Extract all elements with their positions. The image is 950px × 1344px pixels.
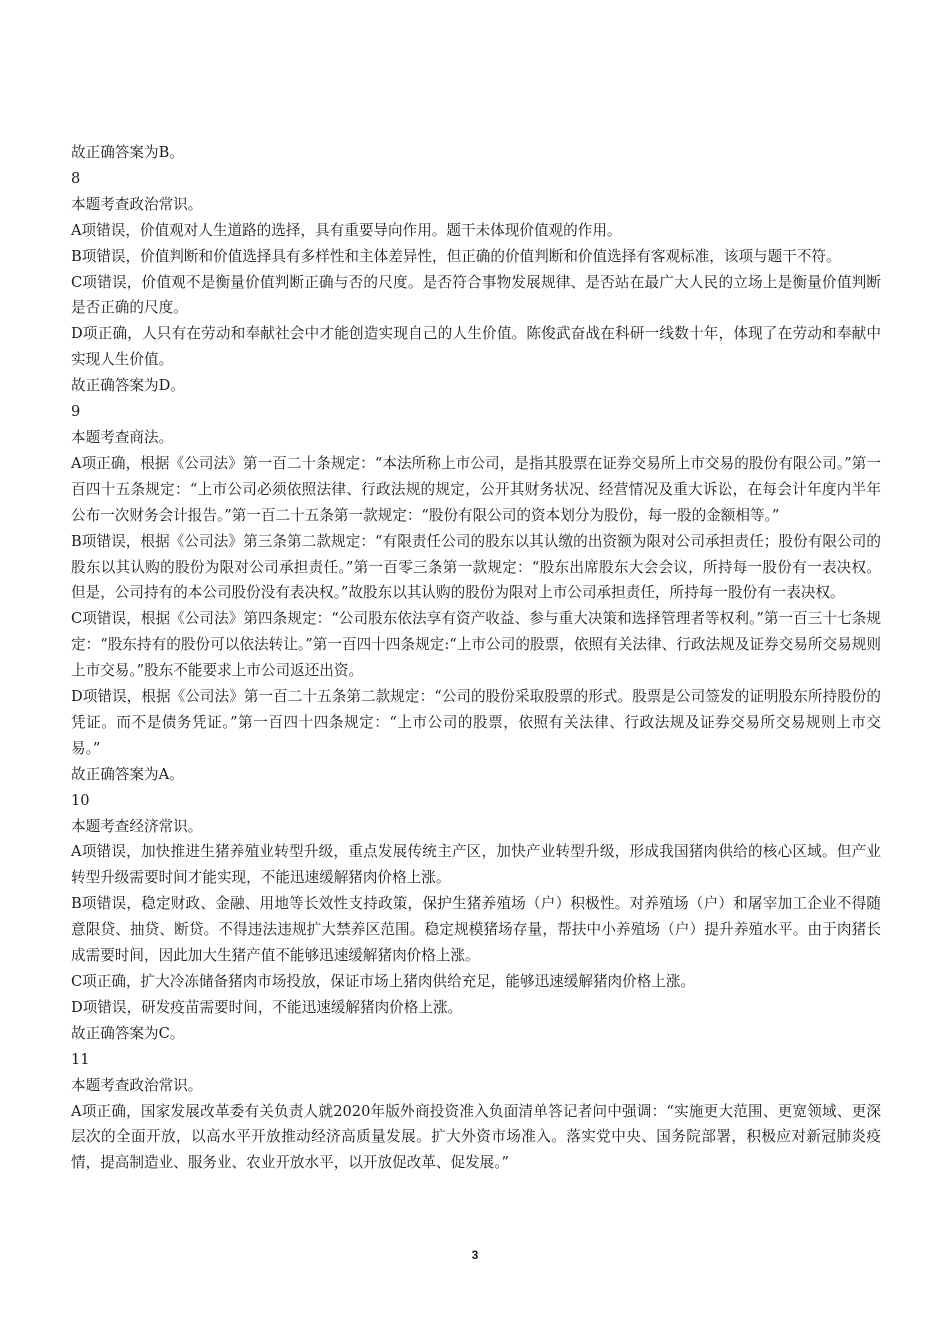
question-number: 9 (71, 403, 81, 421)
paragraph: B项错误，稳定财政、金融、用地等长效性支持政策，保护生猪养殖场（户）积极性。对养殖场（户）和屠宰加工企业不得随意限贷、抽贷、断贷。不得违法违规扩大禁养区范围。稳定规模猪场存量，帮扶中小养殖场（户）提升养殖水平。由于肉猪长成需要时间，因此加大生猪产值不能够迅速缓解猪肉价格上涨。 (71, 895, 881, 965)
paragraph: 本题考查政治常识。 (71, 1076, 203, 1094)
paragraph: D项正确，人只有在劳动和奉献社会中才能创造实现自己的人生价值。陈俊武奋战在科研一线数十年，体现了在劳动和奉献中实现人生价值。 (71, 325, 881, 369)
document-body (71, 140, 881, 1176)
paragraph: 故正确答案为A。 (71, 765, 184, 783)
page-number: 3 (471, 1248, 479, 1262)
paragraph: 本题考查政治常识。 (71, 195, 203, 213)
paragraph: C项正确，扩大冷冻储备猪肉市场投放，保证市场上猪肉供给充足，能够迅速缓解猪肉价格上涨。 (71, 973, 696, 990)
paragraph: 本题考查经济常识。 (71, 817, 203, 835)
paragraph: A项正确，国家发展改革委有关负责人就2020年版外商投资准入负面清单答记者问中强调：“实施更大范围、更宽领域、更深层次的全面开放，以高水平开放推动经济高质量发展。扩大外资市场准入。落实党中央、国务院部署，积极应对新冠肺炎疫情，提高制造业、服务业、农业开放水平，以开放促改革、促发展。” (71, 1102, 881, 1172)
question-number: 8 (71, 169, 81, 187)
paragraph: 故正确答案为D。 (71, 377, 185, 395)
paragraph: C项错误，价值观不是衡量价值判断正确与否的尺度。是否符合事物发展规律、是否站在最广大人民的立场上是衡量价值判断是否正确的尺度。 (71, 273, 881, 317)
paragraph: 故正确答案为C。 (71, 1024, 185, 1042)
paragraph: C项错误，根据《公司法》第四条规定：“公司股东依法享有资产收益、参与重大决策和选择管理者等权利。”第一百三十七条规定：“股东持有的股份可以依法转让。”第一百四十四条规定:“上市公司的股票，依照有关法律、行政法规及证券交易所交易规则上市交易。”股东不能要求上市公司返还出资。 (71, 610, 881, 680)
paragraph: D项错误，根据《公司法》第一百二十五条第二款规定：“公司的股份采取股票的形式。股票是公司签发的证明股东所持股份的凭证。而不是债务凭证。”第一百四十四条规定：“上市公司的股票，依照有关法律、行政法规及证券交易所交易规则上市交易。” (71, 688, 881, 757)
paragraph: B项错误，根据《公司法》第三条第二款规定：“有限责任公司的股东以其认缴的出资额为限对公司承担责任；股份有限公司的股东以其认购的股份为限对公司承担责任。”第一百零三条第一款规定：“股东出席股东大会会议，所持每一股份有一表决权。但是，公司持有的本公司股份没有表决权。”故股东以其认购的股份为限对上市公司承担责任，所持每一股份有一表决权。 (71, 532, 881, 602)
question-number: 10 (71, 791, 90, 809)
paragraph: 本题考查商法。 (71, 428, 174, 446)
paragraph: D项错误，研发疫苗需要时间，不能迅速缓解猪肉价格上涨。 (71, 998, 463, 1016)
paragraph: A项错误，价值观对人生道路的选择，具有重要导向作用。题干未体现价值观的作用。 (71, 221, 622, 239)
paragraph: A项正确，根据《公司法》第一百二十条规定：“本法所称上市公司，是指其股票在证券交易所上市交易的股份有限公司。”第一百四十五条规定：“上市公司必须依照法律、行政法规的规定，公开其财务状况、经营情况及重大诉讼，在每会计年度内半年公布一次财务会计报告。”第一百二十五条第一款规定：“股份有限公司的资本划分为股份，每一股的金额相等。” (71, 454, 881, 524)
paragraph: A项错误，加快推进生猪养殖业转型升级，重点发展传统主产区，加快产业转型升级，形成我国猪肉供给的核心区域。但产业转型升级需要时间才能实现，不能迅速缓解猪肉价格上涨。 (71, 843, 881, 887)
paragraph: 故正确答案为B。 (71, 144, 184, 161)
question-number: 11 (71, 1050, 90, 1068)
paragraph: B项错误，价值判断和价值选择具有多样性和主体差异性，但正确的价值判断和价值选择有客观标准，该项与题干不符。 (71, 247, 841, 265)
